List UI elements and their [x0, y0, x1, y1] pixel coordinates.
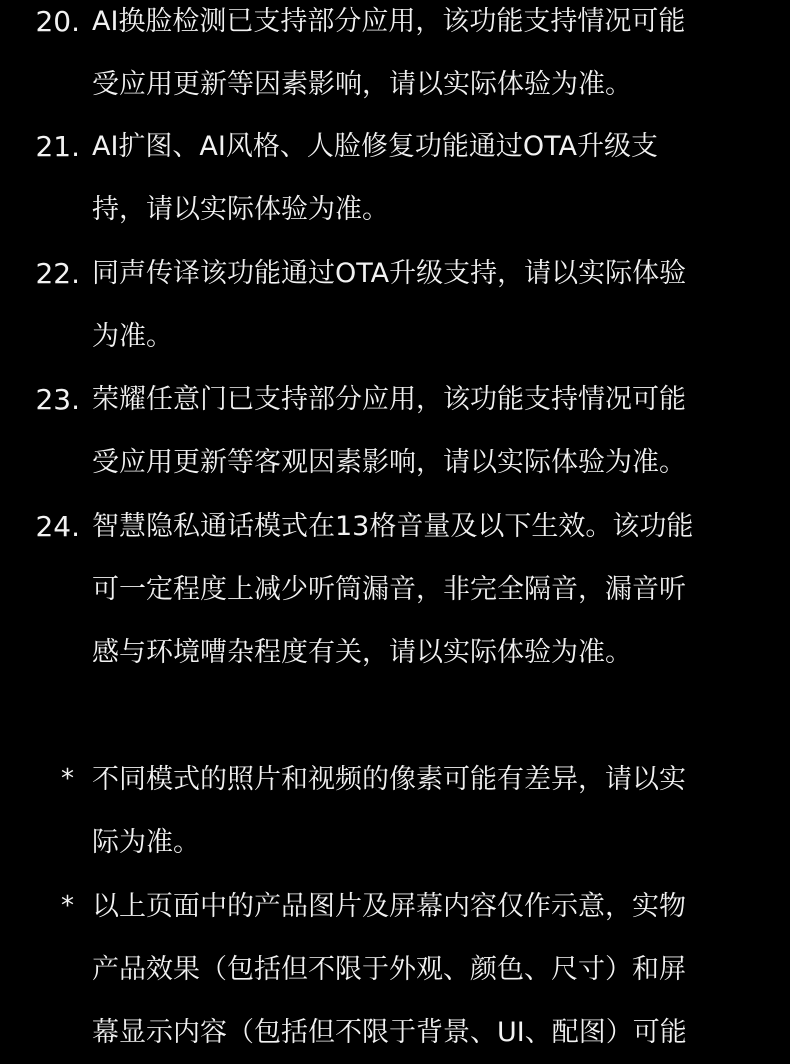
text-line: 幕显示内容（包括但不限于背景、UI、配图）可能 [92, 1017, 687, 1048]
item-text [92, 115, 742, 241]
text-line: 智慧隐私通话模式在13格音量及以下生效。该功能 [92, 511, 694, 542]
text-line: AI扩图、AI风格、人脸修复功能通过OTA升级支 [92, 131, 658, 162]
text-line: 感与环境嘈杂程度有关，请以实际体验为准。 [92, 637, 632, 668]
item-number: 20. [35, 5, 80, 38]
text-line: 荣耀任意门已支持部分应用，该功能支持情况可能 [92, 384, 686, 415]
text-line: 同声传译该功能通过OTA升级支持，请以实际体验 [92, 258, 687, 289]
text-line: 为准。 [92, 321, 173, 352]
item-text [92, 495, 742, 684]
item-number: 23. [35, 383, 80, 416]
asterisk-marker: * [61, 764, 74, 794]
asterisk-marker: * [61, 891, 74, 921]
text-line: AI换脸检测已支持部分应用，该功能支持情况可能 [92, 6, 686, 37]
footnote-text [92, 875, 742, 1064]
text-line: 际为准。 [92, 827, 200, 858]
item-number: 22. [35, 257, 80, 290]
text-line: 可一定程度上减少听筒漏音，非完全隔音，漏音听 [92, 574, 686, 605]
item-text [92, 368, 742, 494]
footnote-text [92, 748, 742, 874]
text-line: 不同模式的照片和视频的像素可能有差异，请以实 [92, 764, 686, 795]
item-text [92, 0, 742, 116]
item-number: 24. [35, 510, 80, 543]
text-line: 受应用更新等客观因素影响，请以实际体验为准。 [92, 447, 686, 478]
item-number: 21. [35, 130, 80, 163]
item-text [92, 242, 742, 368]
text-line: 产品效果（包括但不限于外观、颜色、尺寸）和屏 [92, 954, 686, 985]
text-line: 受应用更新等因素影响，请以实际体验为准。 [92, 69, 632, 100]
text-line: 以上页面中的产品图片及屏幕内容仅作示意，实物 [92, 891, 686, 922]
text-line: 持，请以实际体验为准。 [92, 194, 389, 225]
